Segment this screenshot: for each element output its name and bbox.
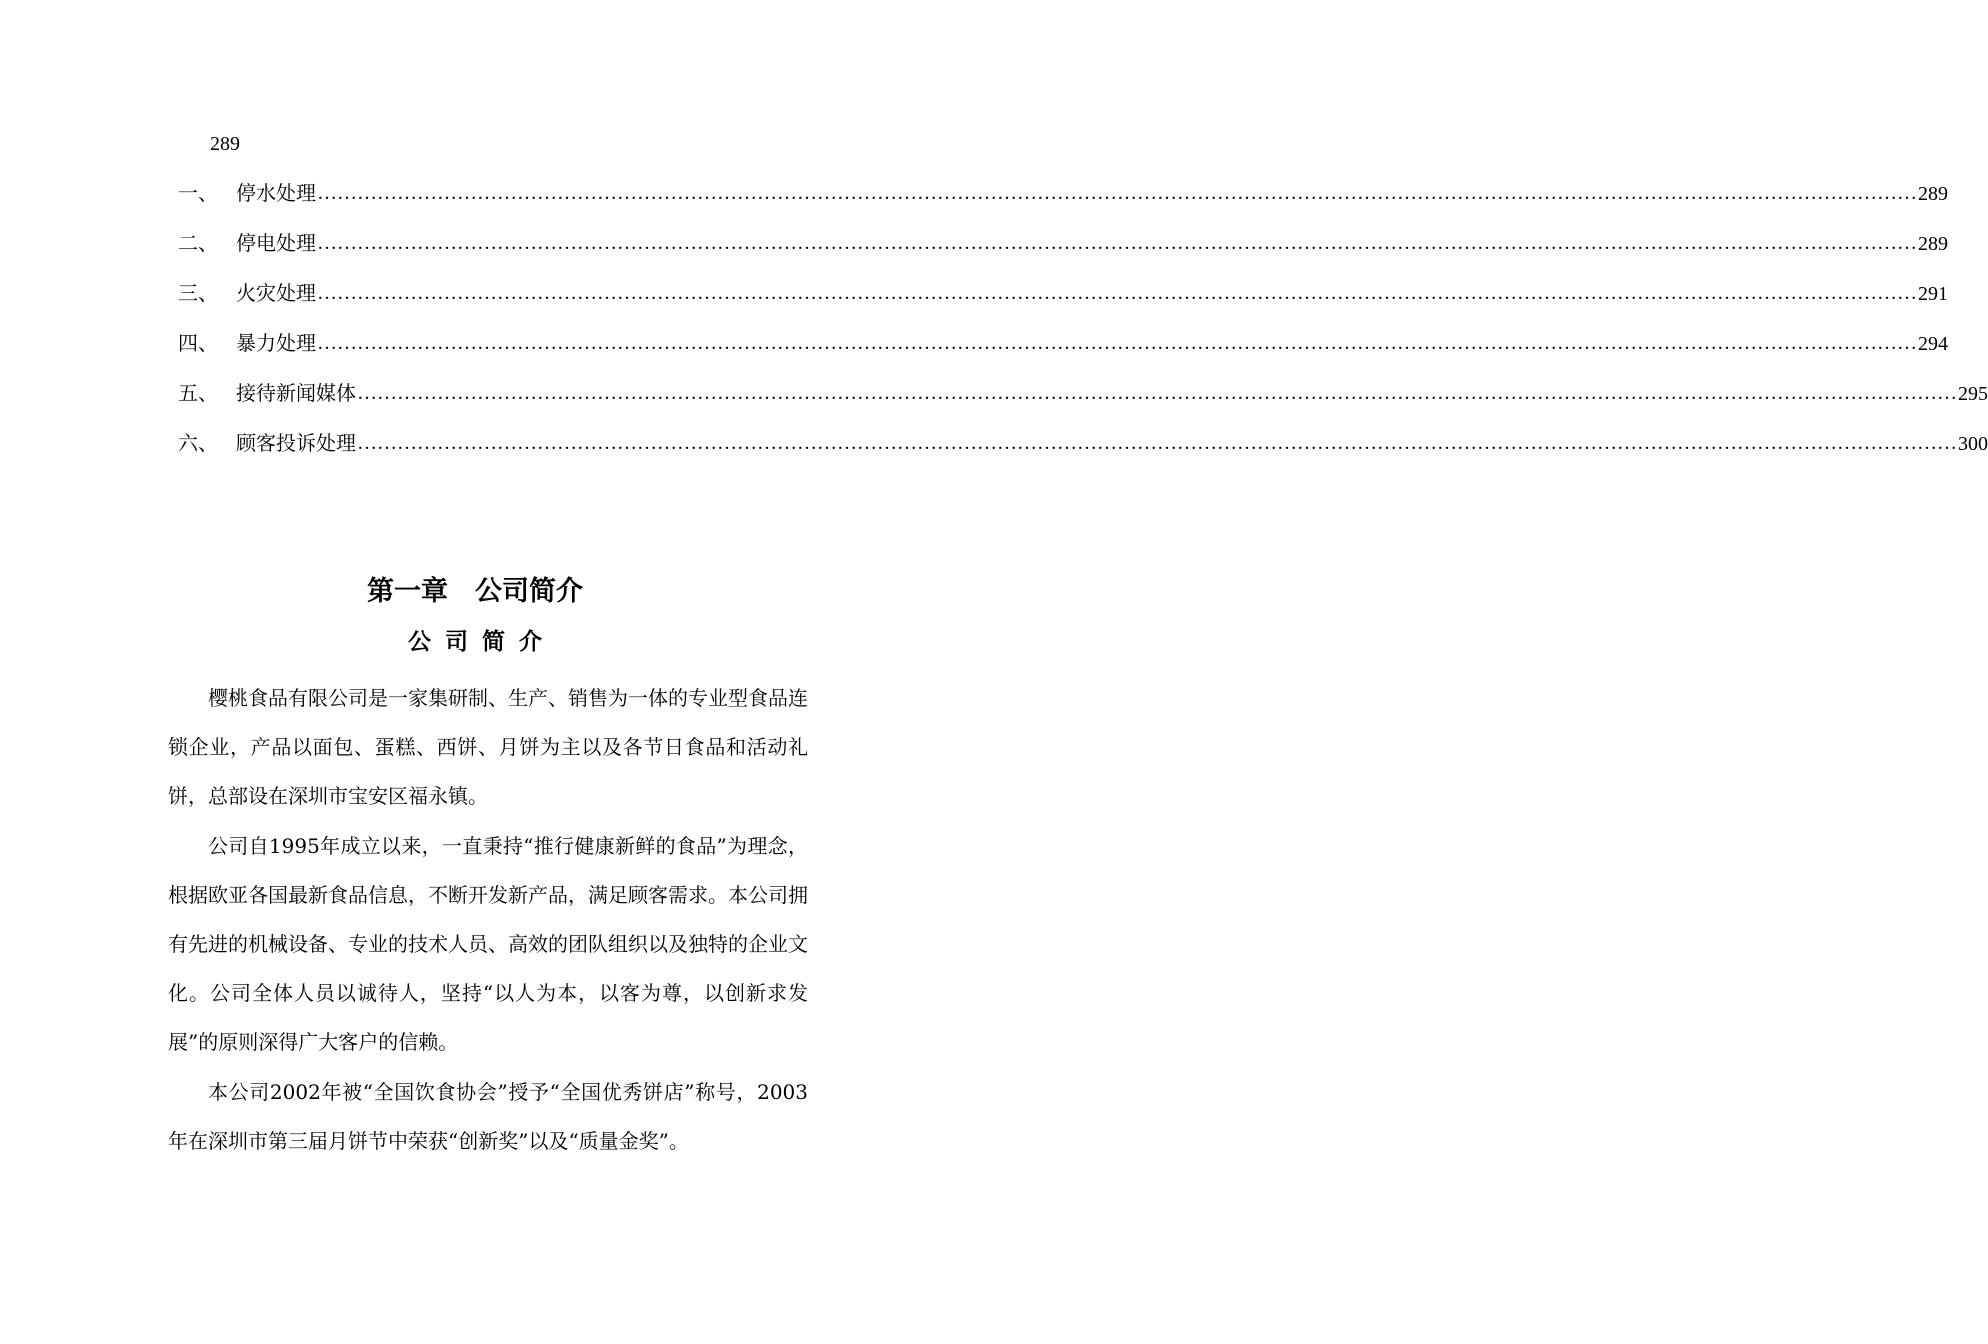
toc-item-page: 289 bbox=[1918, 183, 1948, 205]
toc-item-number: 二、 bbox=[178, 231, 218, 255]
paragraph: 公司自1995年成立以来，一直秉持“推行健康新鲜的食品”为理念，根据欧亚各国最新食品信息，不断开发新产品，满足顾客需求。本公司拥有先进的机械设备、专业的技术人员、高效的团队组织以及独特的企业文化。公司全体人员以诚待人，坚持“以人为本，以客为尊，以创新求发展”的原则深得广大客户的信赖。 bbox=[168, 834, 808, 1054]
toc-item[interactable] bbox=[178, 228, 1948, 278]
chapter-title: 第一章 公司简介 bbox=[367, 576, 583, 607]
toc-dot-leader: …………………………………………………………………………………………………………………………………………………………………………………………………………………… bbox=[357, 432, 1957, 454]
toc-dot-leader: …………………………………………………………………………………………………………………………………………………………………………………………………………………… bbox=[357, 382, 1957, 404]
toc-item-title: 火灾处理 bbox=[236, 281, 316, 305]
toc-item[interactable] bbox=[178, 328, 1948, 378]
toc-item[interactable] bbox=[178, 178, 1948, 228]
toc-item-page: 300 bbox=[1958, 433, 1988, 455]
toc-dot-leader: …………………………………………………………………………………………………………………………………………………………………………………………………………………… bbox=[317, 332, 1917, 354]
toc-item-title: 接待新闻媒体 bbox=[236, 381, 356, 405]
toc-dot-leader: …………………………………………………………………………………………………………………………………………………………………………………………………………………… bbox=[317, 182, 1917, 204]
toc-item-number: 三、 bbox=[178, 281, 218, 305]
toc-item-title: 暴力处理 bbox=[236, 331, 316, 355]
section-title: 公司简介 bbox=[408, 629, 556, 655]
paragraph: 本公司2002年被“全国饮食协会”授予“全国优秀饼店”称号，2003年在深圳市第三届月饼节中荣获“创新奖”以及“质量金奖”。 bbox=[168, 1080, 808, 1153]
toc-item-number: 一、 bbox=[178, 181, 218, 205]
paragraph: 樱桃食品有限公司是一家集研制、生产、销售为一体的专业型食品连锁企业，产品以面包、蛋糕、西饼、月饼为主以及各节日食品和活动礼饼，总部设在深圳市宝安区福永镇。 bbox=[168, 686, 808, 808]
table-of-contents bbox=[178, 178, 1988, 478]
toc-item-number: 五、 bbox=[178, 381, 218, 405]
toc-item[interactable] bbox=[178, 428, 1988, 478]
toc-item[interactable] bbox=[178, 278, 1948, 328]
toc-dot-leader: …………………………………………………………………………………………………………………………………………………………………………………………………………………… bbox=[317, 232, 1917, 254]
toc-item[interactable] bbox=[178, 378, 1988, 428]
toc-item-page: 295 bbox=[1958, 383, 1988, 405]
toc-item-title: 顾客投诉处理 bbox=[236, 431, 356, 455]
toc-item-page: 289 bbox=[1918, 233, 1948, 255]
toc-item-title: 停电处理 bbox=[236, 231, 316, 255]
toc-item-page: 291 bbox=[1918, 283, 1948, 305]
toc-item-number: 六、 bbox=[178, 431, 218, 455]
toc-lead-page-number: 289 bbox=[210, 133, 240, 155]
toc-dot-leader: …………………………………………………………………………………………………………………………………………………………………………………………………………………… bbox=[317, 282, 1917, 304]
toc-item-page: 294 bbox=[1918, 333, 1948, 355]
chapter-body bbox=[168, 674, 808, 1167]
toc-item-title: 停水处理 bbox=[236, 181, 316, 205]
toc-item-number: 四、 bbox=[178, 331, 218, 355]
